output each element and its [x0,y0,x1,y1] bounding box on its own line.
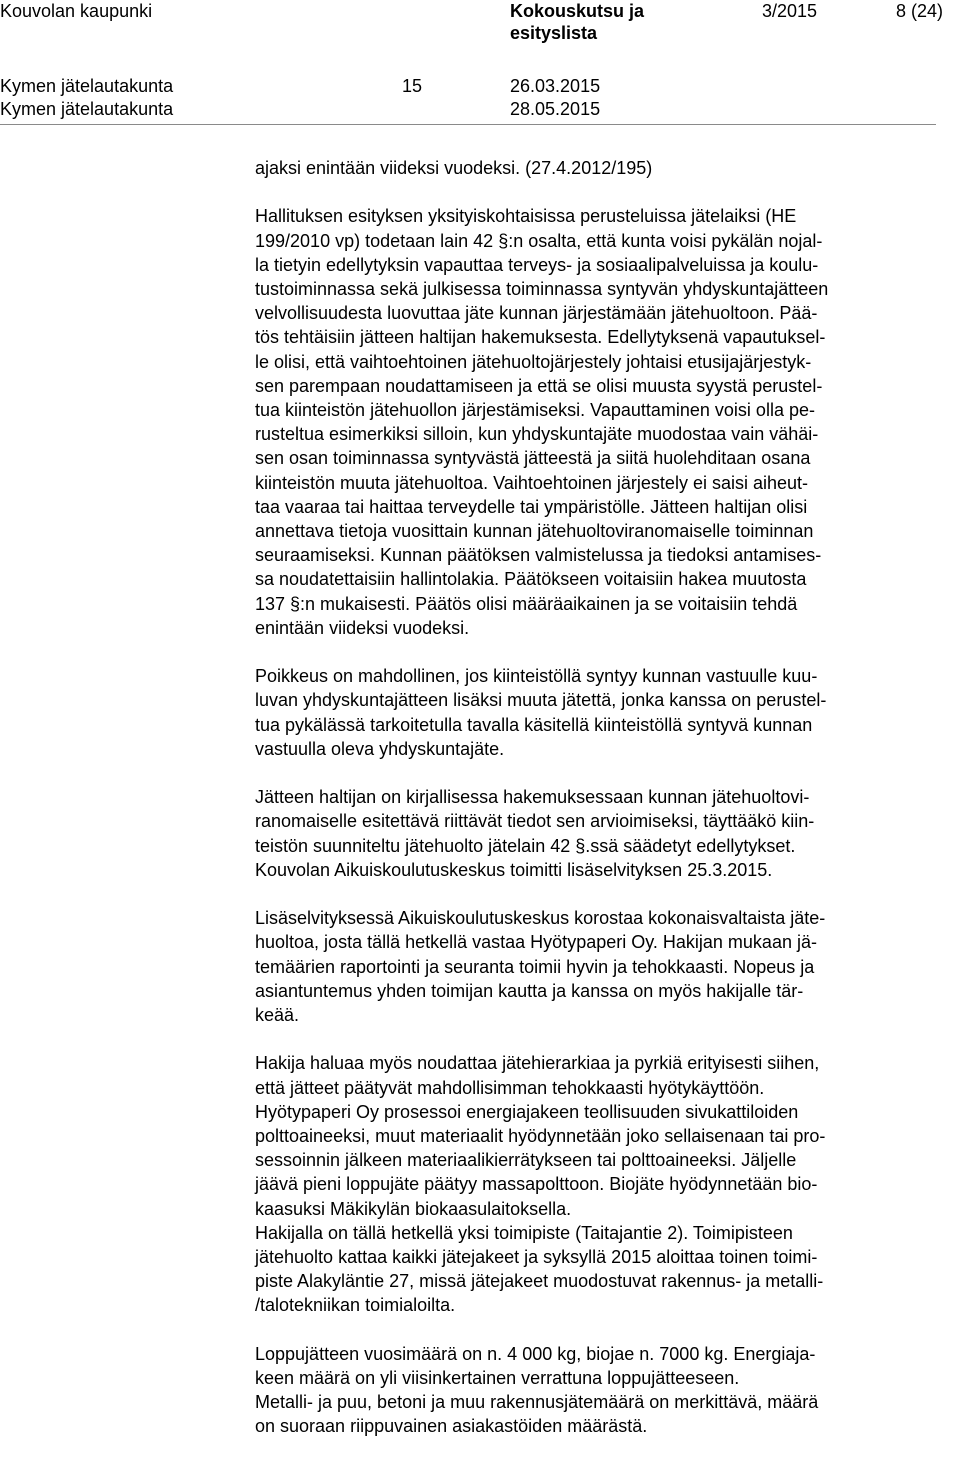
text-line: että jätteet päätyvät mahdollisimman tehokkaasti hyötykäyttöön. [255,1077,765,1098]
paragraph-gap [255,640,925,664]
text-line: vastuulla oleva yhdyskuntajäte. [255,738,505,759]
board-name: Kymen jätelautakunta [0,99,174,119]
section-number: 15 [402,76,423,96]
text-line: keää. [255,1005,300,1026]
page-number: 8 (24) [896,1,944,21]
meeting-number: 3/2015 [762,1,818,21]
paragraph [255,1342,925,1439]
header-divider [0,124,936,125]
text-line: teistön suunniteltu jätehuolto jätelain 42 §.ssä säädetyt edellytykset. [255,835,796,856]
text-line: polttoaineeksi, muut materiaalit hyödynnetään joko sellaisenaan tai pro- [255,1126,826,1147]
paragraph [255,1051,925,1317]
text-line: sen osan toiminnassa syntyvästä jätteestä ja siitä huolehditaan osana [255,448,811,469]
text-line: on suoraan riippuvainen asiakastöiden määrästä. [255,1416,648,1437]
paragraph [255,785,925,882]
text-line: Hallituksen esityksen yksityiskohtaisissa perusteluissa jätelaiksi (HE [255,206,797,227]
text-line: ranomaiselle esitettävä riittävät tiedot sen arvioimiseksi, täyttääkö kiin- [255,811,815,832]
text-line: taa vaaraa tai haittaa terveydelle tai ympäristölle. Jätteen haltijan olisi [255,496,808,517]
text-line: tös tehtäisiin jätteen haltijan hakemuksesta. Edellytyksenä vapautuksel- [255,327,826,348]
paragraph [255,906,925,1027]
organization-name: Kouvolan kaupunki [0,1,153,21]
paragraph-gap [255,1318,925,1342]
text-line: asiantuntemus yhden toimijan kautta ja kanssa on myös hakijalle tär- [255,980,804,1001]
meeting-date: 28.05.2015 [510,99,601,119]
text-line: keen määrä on yli viisinkertainen verrattuna loppujätteeseen. [255,1368,740,1389]
text-line: le olisi, että vaihtoehtoinen jätehuoltojärjestely johtaisi etusijajärjestyk- [255,351,812,372]
paragraph [255,664,925,761]
text-line: luvan yhdyskuntajätteen lisäksi muuta jätettä, jonka kanssa on perustel- [255,690,827,711]
document-type [510,0,710,44]
text-line: ajaksi enintään viideksi vuodeksi. (27.4.2012/195) [255,158,653,178]
text-line: enintään viideksi vuodeksi. [255,617,470,638]
text-line: sen parempaan noudattamiseen ja että se olisi muusta syystä perustel- [255,375,823,396]
meeting-date: 26.03.2015 [510,76,601,96]
text-line: tustoiminnassa sekä julkisessa toiminnassa syntyvän yhdyskuntajätteen [255,279,829,299]
text-line: 137 §:n mukaisesti. Päätös olisi määräaikainen ja se voitaisiin tehdä [255,593,798,614]
text-line: Metalli- ja puu, betoni ja muu rakennusjätemäärä on merkittävä, määrä [255,1392,819,1413]
paragraph [255,204,925,640]
text-line: jätehuolto kattaa kaikki jätejakeet ja syksyllä 2015 aloittaa toinen toimi- [255,1247,818,1268]
text-line: tua kiinteistön jätehuollon järjestämiseksi. Vapauttaminen voisi olla pe- [255,400,815,421]
document-type-text: Kokouskutsu ja esityslista [510,1,645,43]
text-line: velvollisuudesta luovuttaa jäte kunnan järjestämään jätehuoltoon. Pää- [255,303,818,324]
text-line: 199/2010 vp) todetaan lain 42 §:n osalta, että kunta voisi pykälän nojal- [255,230,823,251]
text-line: jäävä pieni loppujäte päätyy massapolttoon. Biojäte hyödynnetään bio- [255,1174,818,1195]
paragraph [255,156,925,180]
text-line: sessoinnin jälkeen materiaalikierrätykseen tai polttoaineeksi. Jäljelle [255,1150,797,1171]
text-line: kaasuksi Mäkikylän biokaasulaitoksella. [255,1198,572,1219]
text-line: Poikkeus on mahdollinen, jos kiinteistöllä syntyy kunnan vastuulle kuu- [255,666,818,687]
text-line: rusteltua esimerkiksi silloin, kun yhdyskuntajäte muodostaa vain vähäi- [255,424,819,445]
text-line: sa noudatettaisiin hallintolakia. Päätökseen voitaisiin hakea muutosta [255,569,807,590]
body-text [255,156,925,1439]
text-line: Lisäselvityksessä Aikuiskoulutuskeskus korostaa kokonaisvaltaista jäte- [255,908,826,929]
paragraph-gap [255,761,925,785]
text-line: Hakija haluaa myös noudattaa jätehierarkiaa ja pyrkiä erityisesti siihen, [255,1053,820,1074]
board-name: Kymen jätelautakunta [0,76,174,96]
text-line: Kouvolan Aikuiskoulutuskeskus toimitti lisäselvityksen 25.3.2015. [255,859,773,880]
text-line: Hyötypaperi Oy prosessoi energiajakeen teollisuuden sivukattiloiden [255,1101,799,1122]
paragraph-gap [255,882,925,906]
text-line: seuraamiseksi. Kunnan päätöksen valmistelussa ja tiedoksi antamises- [255,545,822,566]
text-line: huoltoa, josta tällä hetkellä vastaa Hyötypaperi Oy. Hakijan mukaan jä- [255,932,817,953]
text-line: kiinteistön muuta jätehuoltoa. Vaihtoehtoinen järjestely ei saisi aiheut- [255,472,808,493]
text-line: Jätteen haltijan on kirjallisessa hakemuksessaan kunnan jätehuoltovi- [255,787,810,808]
text-line: la tietyin edellytyksin vapauttaa terveys- ja sosiaalipalveluissa ja koulu- [255,254,819,275]
text-line: Loppujätteen vuosimäärä on n. 4 000 kg, biojae n. 7000 kg. Energiaja- [255,1343,816,1364]
paragraph-gap [255,1027,925,1051]
text-line: tua pykälässä tarkoitetulla tavalla käsitellä kiinteistöllä syntyvä kunnan [255,714,813,735]
text-line: temäärien raportointi ja seuranta toimii hyvin ja tehokkaasti. Nopeus ja [255,956,815,977]
paragraph-gap [255,180,925,204]
text-line: piste Alakyläntie 27, missä jätejakeet muodostuvat rakennus- ja metalli- [255,1271,824,1292]
text-line: /talotekniikan toimialoilta. [255,1295,456,1316]
text-line: Hakijalla on tällä hetkellä yksi toimipiste (Taitajantie 2). Toimipisteen [255,1222,793,1243]
text-line: annettava tietoja vuosittain kunnan jätehuoltoviranomaiselle toiminnan [255,521,814,542]
